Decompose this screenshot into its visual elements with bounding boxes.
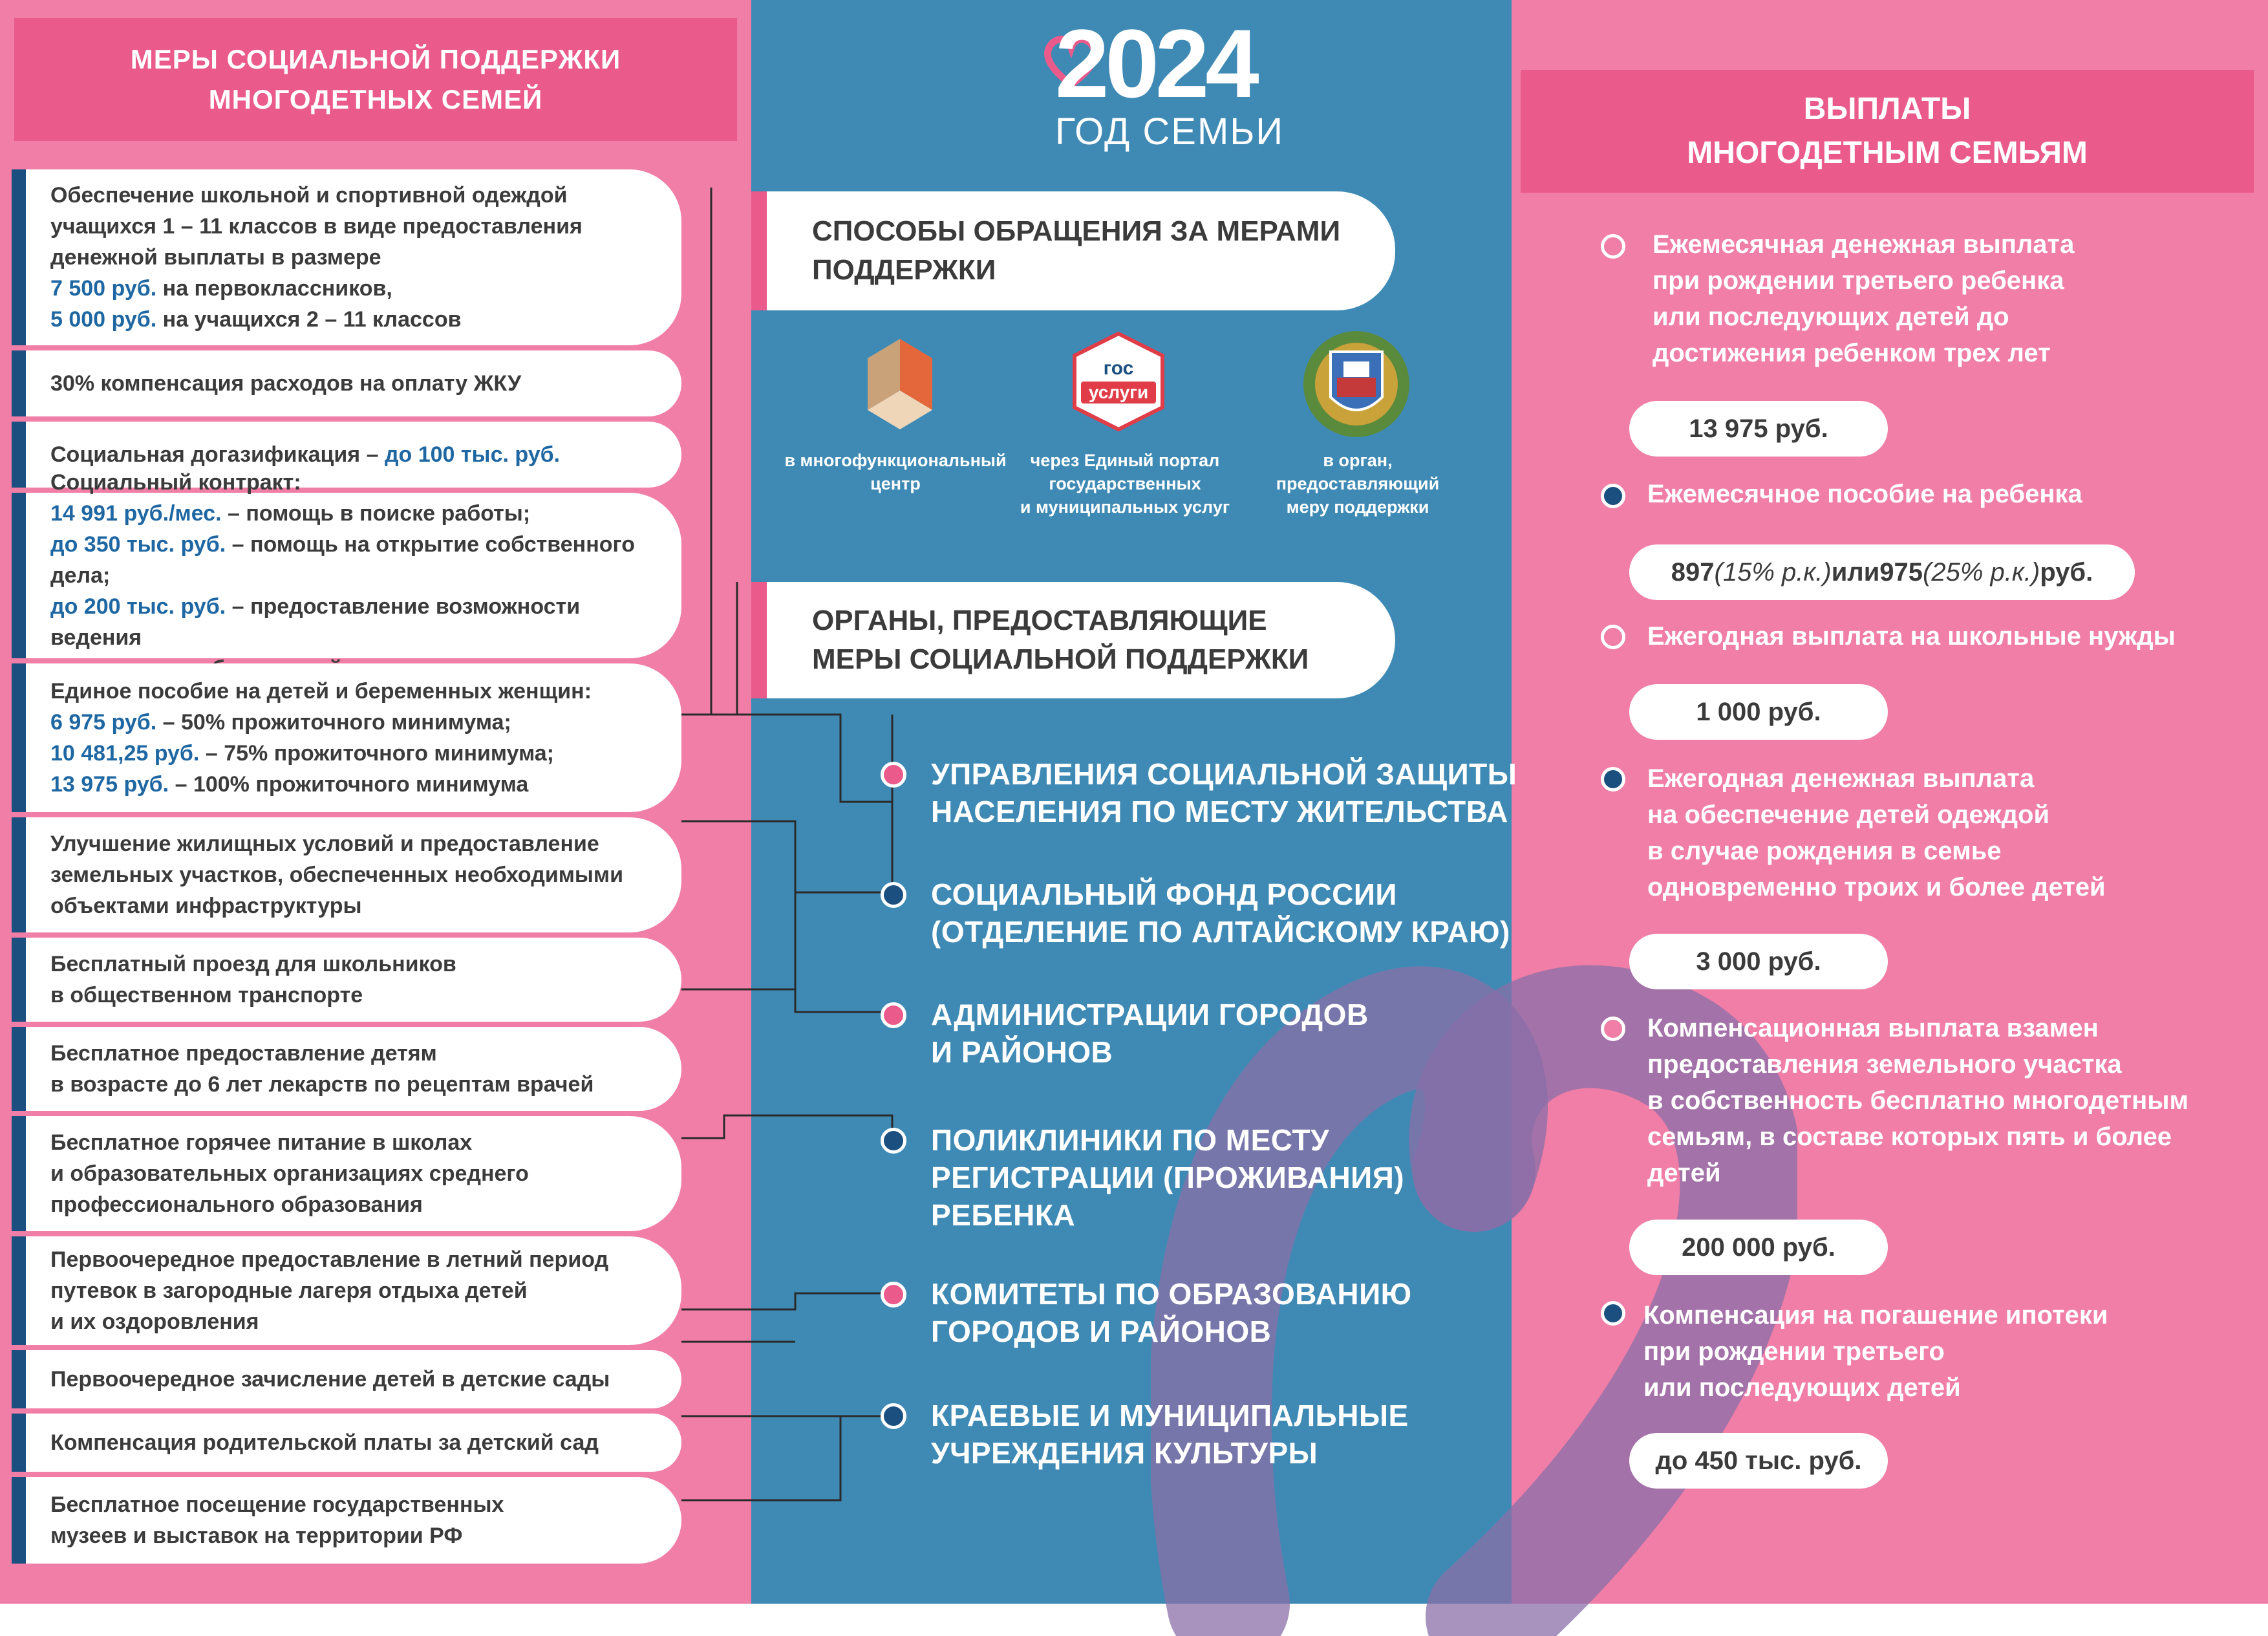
bullet-icon (1601, 234, 1625, 259)
left-title-line2: МНОГОДЕТНЫХ СЕМЕЙ (208, 84, 543, 114)
payment-land-compensation (1647, 1010, 2188, 1191)
card-line: путевок в загородные лагеря отдыха детей (50, 1278, 528, 1303)
card-housing-compensation (12, 350, 681, 416)
payment-line: или последующих детей (1643, 1373, 1961, 1402)
orgs-title-line2: МЕРЫ СОЦИАЛЬНОЙ ПОДДЕРЖКИ (812, 643, 1309, 675)
payment-clothing-triplets (1647, 760, 2106, 905)
card-line: 30% компенсация расходов на оплату ЖКУ (50, 371, 522, 396)
card-line: Первоочередное предоставление в летний период (50, 1247, 609, 1272)
payment-line: Ежемесячная денежная выплата (1653, 230, 2075, 259)
card-line: Первоочередное зачисление детей в детские сады (50, 1367, 610, 1392)
amount: до 100 тыс. руб. (384, 442, 561, 467)
amount-note: (15% р.к.) (1714, 557, 1832, 587)
bullet-icon (881, 1282, 906, 1308)
card-text: Социальная догазификация – (50, 442, 385, 467)
card-line (50, 591, 649, 653)
card-free-transport (12, 938, 681, 1022)
amount: 10 481,25 руб. (50, 741, 200, 766)
bullet-icon (1601, 1301, 1625, 1326)
channel-line: центр (870, 474, 921, 493)
card-free-medicine (12, 1027, 681, 1111)
payment-line: или последующих детей до (1653, 303, 2009, 331)
channel-line: в многофункциональный (784, 451, 1007, 470)
org-social-protection (931, 755, 1517, 830)
card-social-contract (12, 470, 681, 658)
org-line: УПРАВЛЕНИЯ СОЦИАЛЬНОЙ ЗАЩИТЫ (931, 757, 1517, 791)
card-line: Бесплатное горячее питание в школах (50, 1130, 473, 1155)
org-administrations (931, 996, 1369, 1071)
org-line: КОМИТЕТЫ ПО ОБРАЗОВАНИЮ (931, 1277, 1412, 1311)
channel-line: и муниципальных услуг (1020, 497, 1230, 517)
payment-line: Ежемесячное пособие на ребенка (1647, 480, 2082, 508)
card-line: в возрасте до 6 лет лекарств по рецептам врачей (50, 1072, 594, 1097)
card-free-museums (12, 1477, 681, 1564)
card-line (50, 273, 649, 304)
card-housing-land (12, 817, 681, 932)
payment-line: при рождении третьего ребенка (1653, 266, 2064, 295)
channel-line: меру поддержки (1286, 497, 1429, 517)
amount: до 350 тыс. руб. (50, 532, 226, 557)
channel-line: государственных (1049, 474, 1201, 493)
amount: 13 975 руб. (50, 772, 169, 797)
payment-line: Ежегодная денежная выплата (1647, 764, 2035, 793)
payment-line: семьям, в составе которых пять и более (1647, 1123, 2172, 1151)
org-line: И РАЙОНОВ (931, 1035, 1113, 1069)
payment-line: детей (1647, 1159, 1721, 1187)
channel-mfc (776, 449, 1015, 495)
bullet-icon (881, 1128, 906, 1154)
org-line: (ОТДЕЛЕНИЕ ПО АЛТАЙСКОМУ КРАЮ) (931, 915, 1510, 949)
org-culture-institutions (931, 1397, 1409, 1472)
channel-line: в орган, (1323, 451, 1393, 470)
card-line: Единое пособие на детей и беременных женщин: (50, 679, 592, 704)
mfc-icon (861, 332, 939, 429)
bullet-icon (881, 1403, 906, 1429)
payment-line: достижения ребенком трех лет (1653, 339, 2051, 367)
card-line (50, 769, 649, 800)
card-text: – 75% прожиточного минимума; (199, 741, 555, 766)
org-line: СОЦИАЛЬНЫЙ ФОНД РОССИИ (931, 877, 1397, 911)
amount: 897 (1671, 557, 1715, 587)
bullet-icon (1601, 1017, 1625, 1041)
amount-unit: руб. (2040, 557, 2093, 587)
amount: 7 500 руб. (50, 276, 157, 301)
amount: 5 000 руб. (50, 307, 157, 332)
card-line: учащихся 1 – 11 классов в виде предоставления (50, 214, 583, 239)
bullet-icon (881, 762, 906, 788)
card-text: – помощь в поиске работы; (221, 501, 531, 526)
gosuslugi-icon (1067, 330, 1170, 433)
orgs-section-title (751, 582, 1395, 698)
payment-school-needs (1647, 618, 2176, 654)
card-line: денежной выплаты в размере (50, 245, 381, 270)
amount-badge: 3 000 руб. (1629, 934, 1888, 989)
org-social-fund (931, 876, 1510, 951)
card-line: Бесплатное посещение государственных (50, 1492, 504, 1517)
card-text: на первоклассников, (156, 276, 392, 301)
channel-portal (1009, 449, 1241, 519)
channel-line: предоставляющий (1276, 474, 1440, 493)
amount-sep: или (1831, 557, 1880, 587)
bullet-icon (1601, 484, 1625, 508)
payment-line: предоставления земельного участка (1647, 1050, 2122, 1079)
right-title-line1: ВЫПЛАТЫ (1803, 92, 1971, 126)
payment-monthly-child (1647, 476, 2082, 512)
card-kindergarten-compensation (12, 1414, 681, 1472)
org-line: РЕГИСТРАЦИИ (ПРОЖИВАНИЯ) (931, 1161, 1405, 1194)
bullet-icon (881, 1002, 906, 1028)
org-line: УЧРЕЖДЕНИЯ КУЛЬТУРЫ (931, 1436, 1318, 1470)
payment-line: в случае рождения в семье (1647, 837, 2002, 865)
bullet-icon (1601, 767, 1625, 791)
payment-monthly-third-child (1653, 226, 2074, 371)
amount: 975 (1879, 557, 1923, 587)
org-line: ПОЛИКЛИНИКИ ПО МЕСТУ (931, 1123, 1330, 1157)
amount: 6 975 руб. (50, 710, 157, 735)
payment-line: Ежегодная выплата на школьные нужды (1647, 622, 2176, 651)
ways-title-line1: СПОСОБЫ ОБРАЩЕНИЯ ЗА МЕРАМИ (812, 215, 1341, 247)
card-line: объектами инфраструктуры (50, 894, 362, 918)
channel-line: через Единый портал (1030, 451, 1220, 470)
card-line: земельных участков, обеспеченных необходимыми (50, 863, 623, 887)
channel-authority (1261, 449, 1455, 519)
card-line: Улучшение жилищных условий и предоставление (50, 832, 599, 856)
org-polyclinics (931, 1121, 1404, 1234)
left-title-line1: МЕРЫ СОЦИАЛЬНОЙ ПОДДЕРЖКИ (130, 44, 621, 74)
amount: 14 991 руб./мес. (50, 501, 222, 526)
card-line: Социальный контракт: (50, 470, 301, 495)
orgs-title-line1: ОРГАНЫ, ПРЕДОСТАВЛЯЮЩИЕ (812, 605, 1267, 636)
amount-badge: 13 975 руб. (1629, 401, 1888, 457)
card-school-clothing (12, 169, 681, 345)
card-line (50, 738, 649, 769)
card-line: и их оздоровления (50, 1309, 259, 1334)
amount: до 200 тыс. руб. (50, 594, 226, 619)
card-line: в общественном транспорте (50, 983, 363, 1007)
card-line (50, 439, 649, 470)
logo-year: 2024 (1055, 9, 1256, 118)
amount-badge: 200 000 руб. (1629, 1220, 1888, 1275)
org-line: АДМИНИСТРАЦИИ ГОРОДОВ (931, 998, 1369, 1031)
org-line: ГОРОДОВ И РАЙОНОВ (931, 1315, 1272, 1348)
card-text: – предоставление возможности ведения (50, 594, 581, 650)
org-line: КРАЕВЫЕ И МУНИЦИПАЛЬНЫЕ (931, 1399, 1409, 1432)
payment-line: Компенсационная выплата взамен (1647, 1014, 2099, 1042)
org-education-committees (931, 1275, 1412, 1350)
ways-section-title (751, 191, 1395, 310)
card-summer-camps (12, 1236, 681, 1345)
amount-badge: 1 000 руб. (1629, 684, 1888, 740)
card-line: музеев и выставок на территории РФ (50, 1523, 463, 1548)
payment-line: на обеспечение детей одеждой (1647, 801, 2050, 829)
logo-subtitle: ГОД СЕМЬИ (1055, 111, 1285, 153)
bullet-icon (881, 882, 906, 908)
payment-line: одновременно троих и более детей (1647, 873, 2106, 901)
card-unified-allowance (12, 663, 681, 812)
card-line: профессионального образования (50, 1192, 423, 1217)
payment-line: при рождении третьего (1643, 1337, 1945, 1366)
card-line (50, 529, 649, 591)
right-section-title (1521, 70, 2254, 193)
org-line: НАСЕЛЕНИЯ ПО МЕСТУ ЖИТЕЛЬСТВА (931, 795, 1508, 828)
card-line: и образовательных организациях среднего (50, 1161, 529, 1186)
amount-badge (1629, 544, 2135, 600)
gosuslugi-label-1: гос (1103, 358, 1134, 379)
card-line: Обеспечение школьной и спортивной одеждой (50, 183, 568, 208)
gosuslugi-label-2: услуги (1081, 382, 1156, 404)
card-line: Бесплатное предоставление детям (50, 1041, 437, 1066)
payment-line: в собственность бесплатно многодетным (1647, 1086, 2189, 1115)
card-line (50, 707, 649, 738)
payment-line: Компенсация на погашение ипотеки (1643, 1301, 2108, 1329)
card-kindergarten-priority (12, 1350, 681, 1408)
card-text: – 50% прожиточного минимума; (156, 710, 511, 735)
right-title-line2: МНОГОДЕТНЫМ СЕМЬЯМ (1687, 136, 2088, 170)
payment-mortgage (1643, 1297, 2108, 1406)
ways-title-line2: ПОДДЕРЖКИ (812, 254, 996, 286)
amount-note: (25% р.к.) (1923, 557, 2040, 587)
card-hot-meals (12, 1116, 681, 1231)
card-text: – 100% прожиточного минимума (169, 772, 529, 797)
coat-of-arms-icon (1298, 326, 1415, 442)
card-text: – помощь на открытие собственного дела; (50, 532, 635, 588)
card-line (50, 498, 649, 529)
card-line: Бесплатный проезд для школьников (50, 952, 456, 976)
org-line: РЕБЕНКА (931, 1198, 1076, 1232)
left-section-title (14, 18, 737, 141)
bullet-icon (1601, 625, 1625, 649)
amount-badge: до 450 тыс. руб. (1629, 1433, 1888, 1489)
card-line (50, 304, 649, 335)
card-text: на учащихся 2 – 11 классов (156, 307, 462, 332)
card-line: Компенсация родительской платы за детский сад (50, 1430, 599, 1455)
